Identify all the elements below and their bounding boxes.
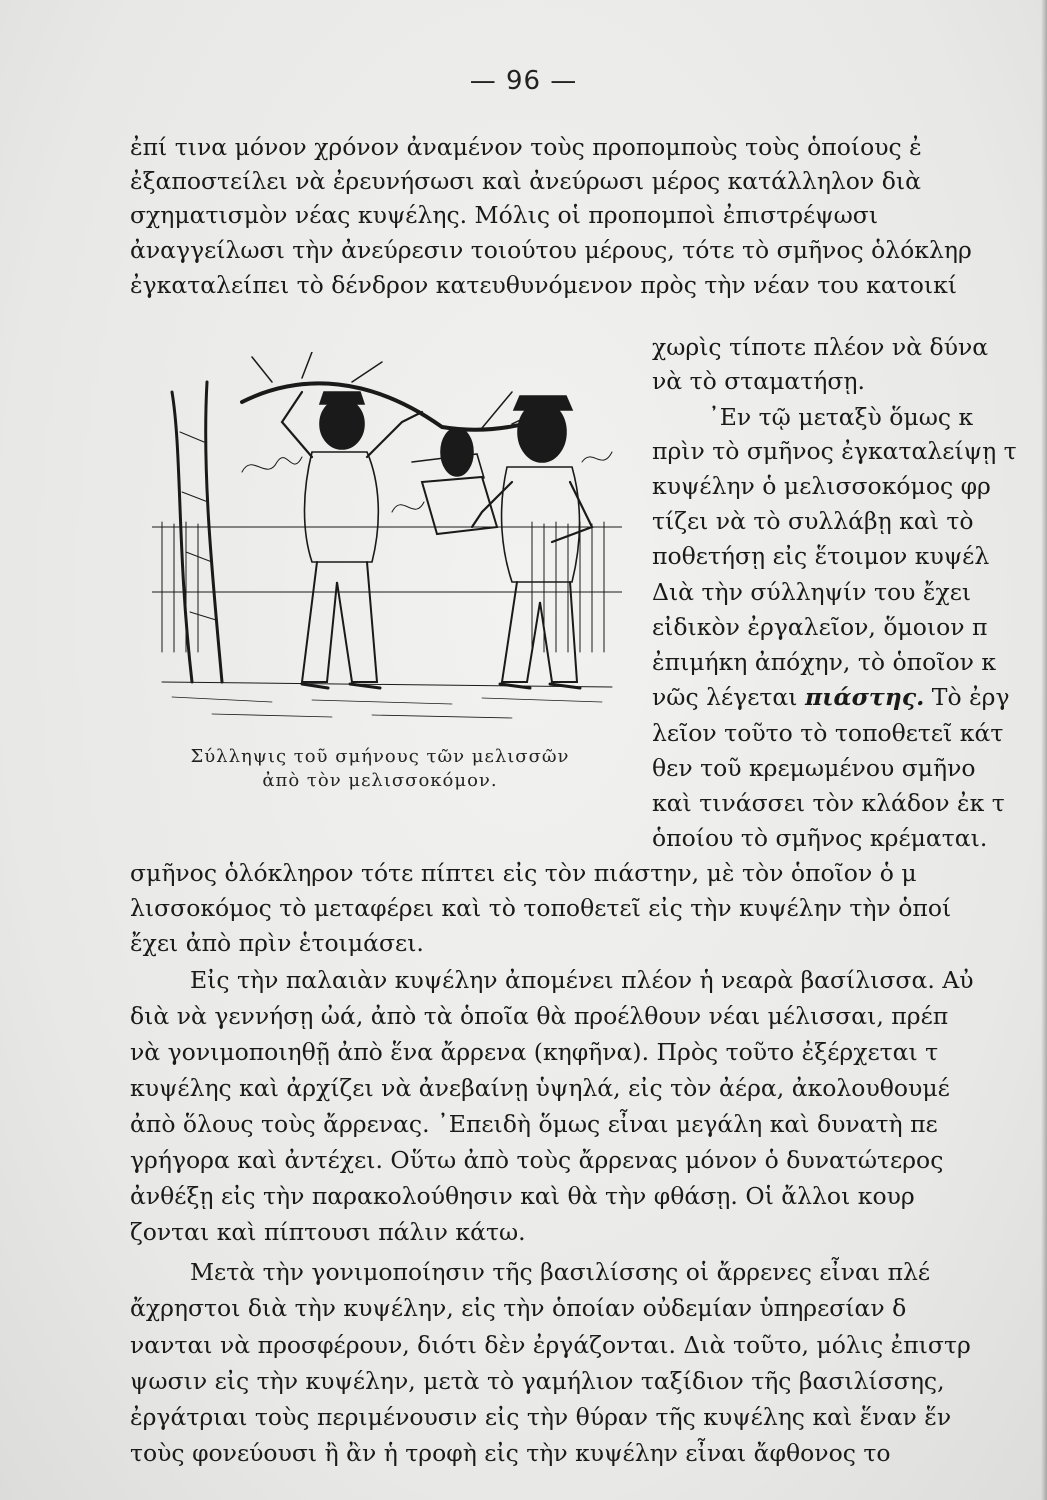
- page-number: — 96 —: [469, 66, 578, 96]
- text-line-top-1: ἐπί τινα μόνον χρόνον ἀναμένον τοὺς προπομποὺς τοὺς ὁποίους ἐ: [130, 133, 922, 161]
- text-line-bottom-13: ἄχρηστοι διὰ τὴν κυψέλην, εἰς τὴν ὁποίαν οὐδεμίαν ὑπηρεσίαν δ: [130, 1294, 907, 1322]
- text-line-bottom-2: λισσοκόμος τὸ μεταφέρει καὶ τὸ τοποθετεῖ εἰς τὴν κυψέλην τὴν ὁποί: [130, 894, 952, 922]
- text-line-bottom-7: κυψέλης καὶ ἀρχίζει νὰ ἀνεβαίνῃ ὑψηλά, εἰς τὸν ἀέρα, ἀκολουθουμέ: [130, 1074, 950, 1102]
- text-line-right-3: ᾿Εν τῷ μεταξὺ ὅμως κ: [708, 403, 974, 431]
- text-line-right-11: [652, 682, 1010, 712]
- page-edge-shadow: [1041, 0, 1047, 1500]
- text-line-bottom-10: ἀνθέξῃ εἰς τὴν παρακολούθησιν καὶ θὰ τὴν φθάσῃ. Οἱ ἄλλοι κουρ: [130, 1182, 915, 1210]
- text-line-bottom-12: Μετὰ τὴν γονιμοποίησιν τῆς βασιλίσσης οἱ ἄρρενες εἶναι πλέ: [190, 1258, 931, 1286]
- text-fragment: νῶς λέγεται: [652, 683, 798, 711]
- text-line-bottom-1: σμῆνος ὁλόκληρον τότε πίπτει εἰς τὸν πιάστην, μὲ τὸν ὁποῖον ὁ μ: [130, 859, 917, 887]
- text-line-right-14: καὶ τινάσσει τὸν κλάδον ἐκ τ: [652, 789, 1005, 817]
- text-line-bottom-3: ἔχει ἀπὸ πρὶν ἑτοιμάσει.: [130, 929, 424, 957]
- text-line-right-5: κυψέλην ὁ μελισσοκόμος φρ: [652, 472, 991, 500]
- beekeeper-illustration: [152, 352, 622, 742]
- text-fragment: Τὸ ἐργ: [924, 683, 1010, 711]
- text-line-right-2: νὰ τὸ σταματήσῃ.: [652, 367, 865, 395]
- text-line-bottom-9: γρήγορα καὶ ἀντέχει. Οὕτω ἀπὸ τοὺς ἄρρενας μόνον ὁ δυνατώτερος: [130, 1146, 944, 1174]
- text-line-right-1: χωρὶς τίποτε πλέον νὰ δύνα: [652, 333, 989, 361]
- text-line-bottom-8: ἀπὸ ὅλους τοὺς ἄρρενας. ᾿Επειδὴ ὅμως εἶναι μεγάλη καὶ δυνατὴ πε: [130, 1110, 938, 1138]
- text-line-bottom-6: νὰ γονιμοποιηθῇ ἀπὸ ἕνα ἄρρενα (κηφῆνα). Πρὸς τοῦτο ἐξέρχεται τ: [130, 1038, 939, 1066]
- text-line-top-2: ἐξαποστείλει νὰ ἐρευνήσωσι καὶ ἀνεύρωσι μέρος κατάλληλον διὰ: [130, 167, 921, 195]
- text-line-right-13: θεν τοῦ κρεμωμένου σμῆνο: [652, 754, 976, 782]
- text-line-bottom-17: τοὺς φονεύουσι ἢ ἂν ἡ τροφὴ εἰς τὴν κυψέλην εἶναι ἄφθονος το: [130, 1439, 891, 1467]
- text-line-bottom-16: ἐργάτριαι τοὺς περιμένουσιν εἰς τὴν θύραν τῆς κυψέλης καὶ ἕναν ἕν: [130, 1403, 952, 1431]
- text-line-right-8: Διὰ τὴν σύλληψίν του ἔχει: [652, 578, 972, 606]
- text-line-right-6: τίζει νὰ τὸ συλλάβῃ καὶ τὸ: [652, 507, 974, 535]
- text-line-bottom-5: διὰ νὰ γεννήσῃ ὠά, ἀπὸ τὰ ὁποῖα θὰ προέλθουν νέαι μέλισσαι, πρέπ: [130, 1002, 949, 1030]
- text-line-right-9: εἰδικὸν ἐργαλεῖον, ὅμοιον π: [652, 613, 988, 641]
- text-line-right-10: ἐπιμήκη ἀπόχην, τὸ ὁποῖον κ: [652, 648, 997, 676]
- text-line-top-4: ἀναγγείλωσι τὴν ἀνεύρεσιν τοιούτου μέρους, τότε τὸ σμῆνος ὁλόκληρ: [130, 236, 972, 264]
- text-line-top-5: ἐγκαταλείπει τὸ δένδρον κατευθυνόμενον πρὸς τὴν νέαν του κατοικί: [130, 271, 957, 299]
- text-line-bottom-14: νανται νὰ προσφέρουν, διότι δὲν ἐργάζονται. Διὰ τοῦτο, μόλις ἐπιστρ: [130, 1331, 971, 1359]
- emphasized-term-piastis: πιάστης.: [804, 683, 925, 711]
- text-line-bottom-4: Εἰς τὴν παλαιὰν κυψέλην ἀπομένει πλέον ἡ νεαρὰ βασίλισσα. Αὐ: [190, 966, 974, 994]
- figure-caption-2: ἀπὸ τὸν μελισσοκόμον.: [262, 770, 498, 791]
- text-line-right-15: ὁποίου τὸ σμῆνος κρέμαται.: [652, 824, 988, 852]
- text-line-bottom-15: ψωσιν εἰς τὴν κυψέλην, μετὰ τὸ γαμήλιον ταξίδιον τῆς βασιλίσσης,: [130, 1367, 945, 1395]
- text-line-right-12: λεῖον τοῦτο τὸ τοποθετεῖ κάτ: [652, 719, 1004, 747]
- figure-caption-1: Σύλληψις τοῦ σμήνους τῶν μελισσῶν: [190, 746, 570, 767]
- text-line-top-3: σχηματισμὸν νέας κυψέλης. Μόλις οἱ προπομποὶ ἐπιστρέψωσι: [130, 201, 879, 229]
- text-line-bottom-11: ζονται καὶ πίπτουσι πάλιν κάτω.: [130, 1218, 526, 1246]
- text-line-right-7: ποθετήσῃ εἰς ἕτοιμον κυψέλ: [652, 542, 990, 570]
- text-line-right-4: πρὶν τὸ σμῆνος ἐγκαταλείψῃ τ: [652, 437, 1017, 465]
